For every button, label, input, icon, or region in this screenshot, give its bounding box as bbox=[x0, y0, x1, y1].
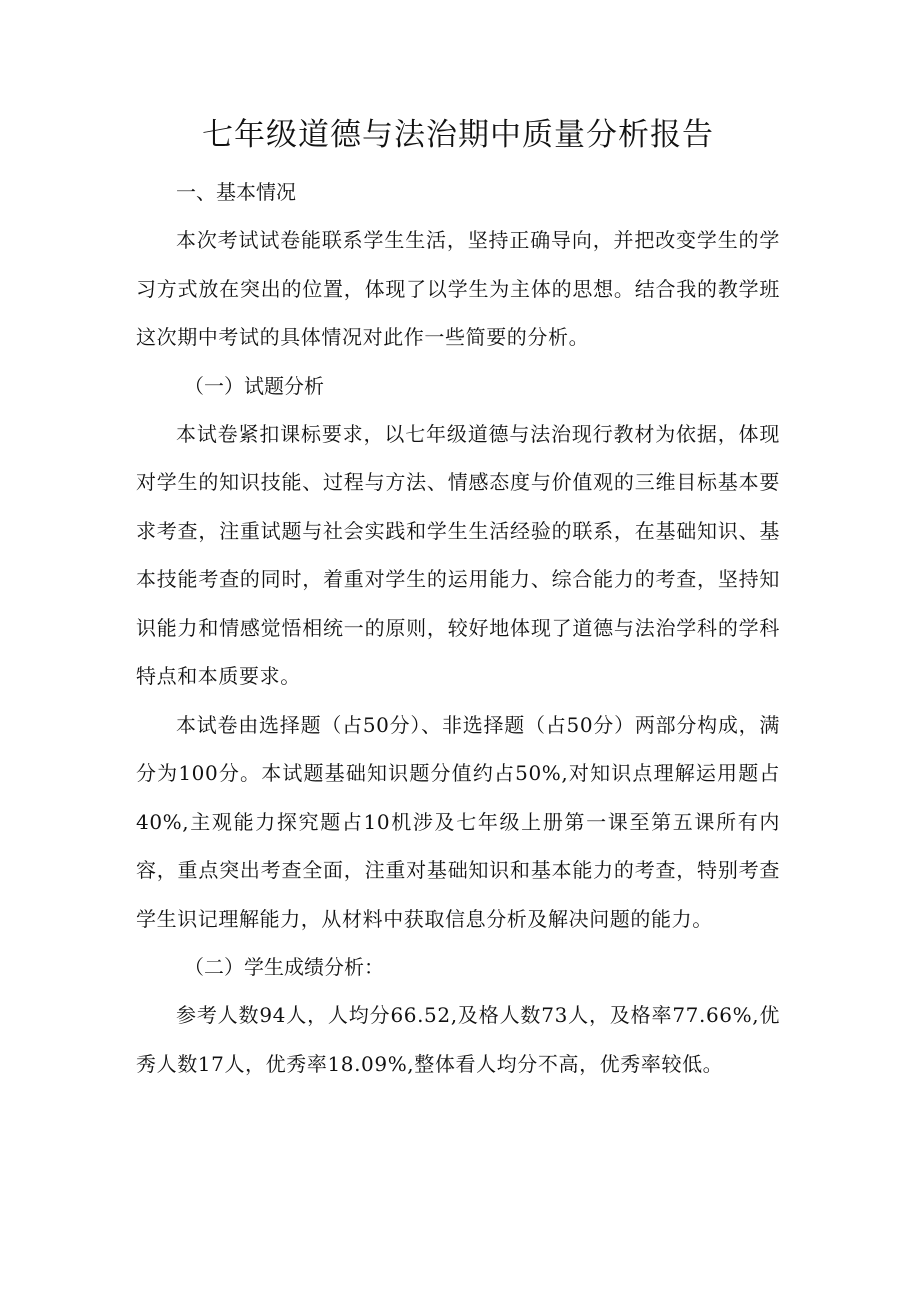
document-title: 七年级道德与法治期中质量分析报告 bbox=[202, 117, 714, 153]
paragraph-score-analysis: 参考人数94人，人均分66.52,及格人数73人，及格率77.66%,优秀人数17人，优秀率18.09%,整体看人均分不高，优秀率较低。 bbox=[136, 1003, 780, 1076]
section-heading-basic-info: 一、基本情况 bbox=[176, 180, 296, 204]
subsection-heading-score-analysis: （二）学生成绩分析： bbox=[184, 955, 384, 979]
paragraph-intro: 本次考试试卷能联系学生生活，坚持正确导向，并把改变学生的学习方式放在突出的位置，体现了以学生为主体的思想。结合我的教学班这次期中考试的具体情况对此作一些简要的分析。 bbox=[136, 228, 780, 349]
paragraph-question-analysis-1: 本试卷紧扣课标要求，以七年级道德与法治现行教材为依据，体现对学生的知识技能、过程与方法、情感态度与价值观的三维目标基本要求考查，注重试题与社会实践和学生生活经验的联系，在基础知识、基本技能考查的同时，着重对学生的运用能力、综合能力的考查，坚持知识能力和情感觉悟相统一的原则，较好地体现了道德与法治学科的学科特点和本质要求。 bbox=[136, 421, 780, 688]
paragraph-question-analysis-2: 本试卷由选择题（占50分）、非选择题（占50分）两部分构成，满分为100分。本试题基础知识题分值约占50%,对知识点理解运用题占40%,主观能力探究题占10机涉及七年级上册第一课至第五课所有内容，重点突出考查全面，注重对基础知识和基本能力的考查，特别考查学生识记理解能力，从材料中获取信息分析及解决问题的能力。 bbox=[136, 712, 780, 931]
subsection-heading-question-analysis: （一）试题分析 bbox=[184, 373, 324, 398]
